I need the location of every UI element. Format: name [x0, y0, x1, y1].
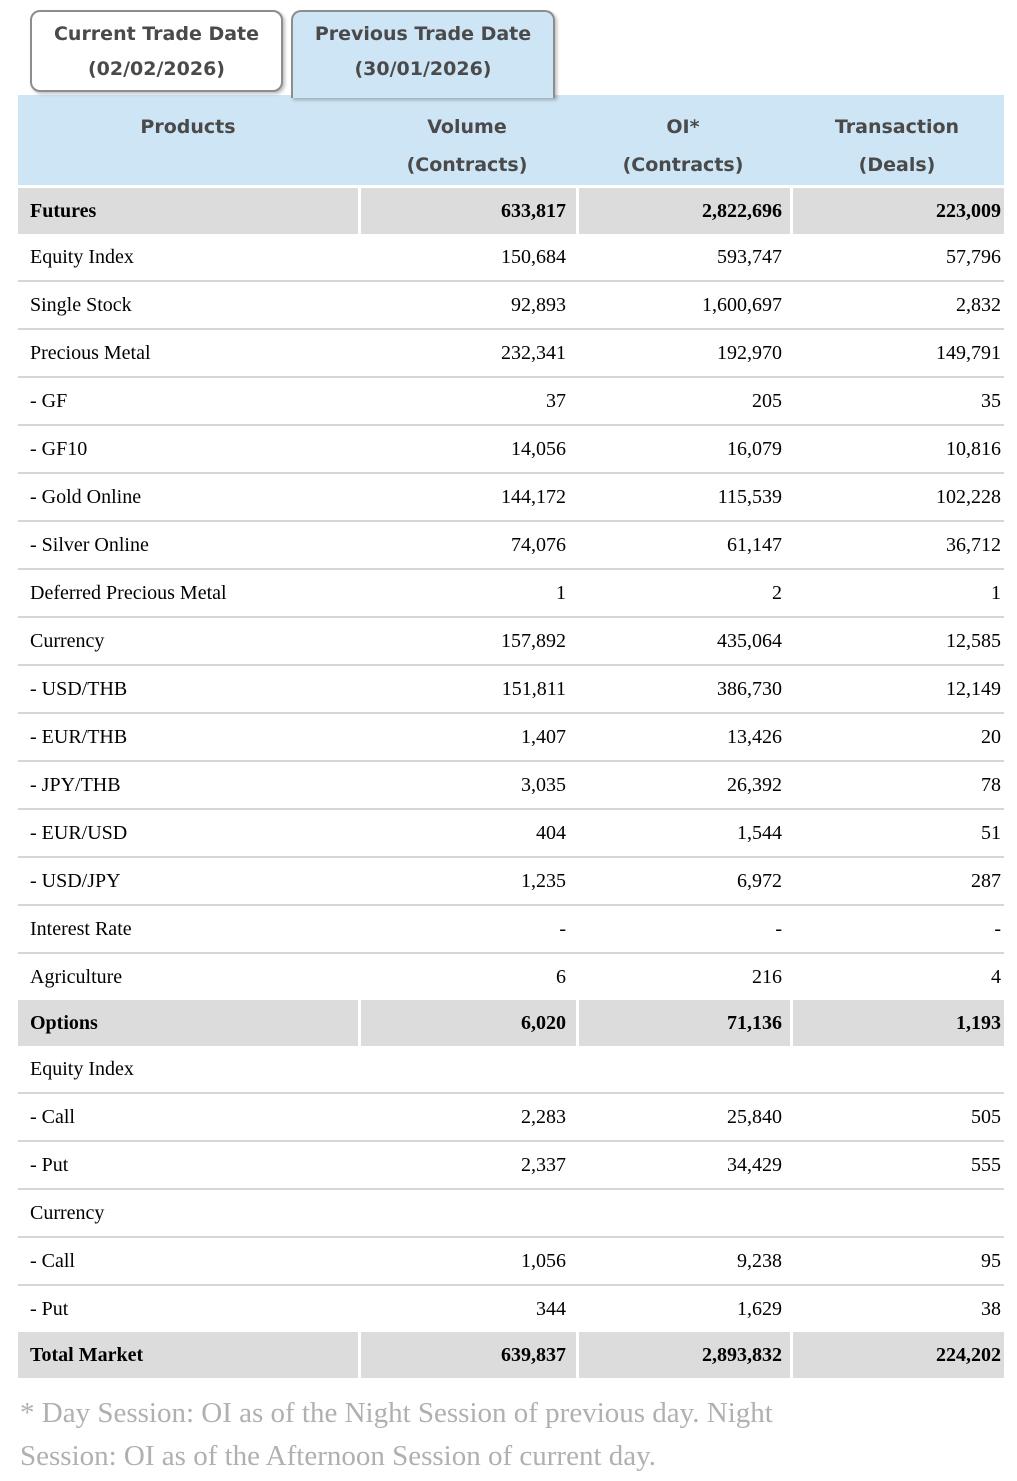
deals-cell: 78 [981, 774, 1001, 796]
volume-cell: 633,817 [358, 188, 576, 234]
oi-cell [576, 1046, 790, 1092]
product-cell: Deferred Precious Metal [30, 582, 227, 604]
volume-cell: - [559, 918, 566, 940]
volume-cell: 2,337 [521, 1154, 566, 1176]
product-cell: - Put [30, 1154, 69, 1176]
product-cell: - GF [30, 390, 68, 412]
table-row [18, 568, 1004, 616]
deals-cell: 2,832 [956, 294, 1001, 316]
deals-cell: 95 [981, 1250, 1001, 1272]
deals-cell: 505 [971, 1106, 1001, 1128]
table-row [18, 328, 1004, 376]
table-row [18, 1000, 1004, 1046]
oi-cell: 26,392 [727, 774, 782, 796]
table-row [18, 808, 1004, 856]
oi-cell: 2 [772, 582, 782, 604]
deals-cell: 36,712 [946, 534, 1001, 556]
oi-cell: 115,539 [717, 486, 782, 508]
product-cell: Interest Rate [30, 918, 132, 940]
deals-cell: 102,228 [936, 486, 1001, 508]
deals-cell: 555 [971, 1154, 1001, 1176]
product-cell: - USD/JPY [30, 870, 121, 892]
table-row [18, 376, 1004, 424]
product-cell: - Put [30, 1298, 69, 1320]
volume-cell: 1 [556, 582, 566, 604]
column-header-products: Products [140, 116, 236, 138]
column-header-oi: OI* (Contracts) [622, 116, 744, 176]
volume-cell: 1,235 [521, 870, 566, 892]
table-row [18, 904, 1004, 952]
tab-label: Current Trade Date [53, 23, 260, 45]
deals-cell: 1,193 [790, 1000, 1004, 1046]
deals-cell: 4 [991, 966, 1001, 988]
product-cell: - GF10 [30, 438, 88, 460]
oi-cell: 9,238 [737, 1250, 782, 1272]
table-row [18, 472, 1004, 520]
deals-cell: 224,202 [790, 1332, 1004, 1378]
product-cell: Equity Index [30, 246, 134, 268]
oi-cell: 61,147 [727, 534, 782, 556]
deals-cell: - [994, 918, 1001, 940]
table-row [18, 1046, 1004, 1092]
tab-current-trade-date[interactable] [30, 10, 283, 92]
table-row [18, 952, 1004, 1000]
tab-date: (02/02/2026) [87, 58, 225, 80]
oi-cell: 216 [752, 966, 782, 988]
table-row [18, 1140, 1004, 1188]
table-row [18, 856, 1004, 904]
table-row [18, 188, 1004, 234]
deals-cell: 287 [971, 870, 1001, 892]
table-row [18, 712, 1004, 760]
volume-cell: 2,283 [521, 1106, 566, 1128]
table-row [18, 1188, 1004, 1236]
deals-cell: 12,149 [946, 678, 1001, 700]
product-cell: Single Stock [30, 294, 132, 316]
oi-cell: 34,429 [727, 1154, 782, 1176]
oi-cell [576, 1190, 790, 1236]
oi-cell: 1,600,697 [702, 294, 782, 316]
deals-cell: 57,796 [946, 246, 1001, 268]
deals-cell: 35 [981, 390, 1001, 412]
oi-cell: 6,972 [737, 870, 782, 892]
volume-cell: 232,341 [501, 342, 566, 364]
product-cell: Currency [30, 630, 105, 652]
volume-cell: 151,811 [501, 678, 566, 700]
table-row [18, 760, 1004, 808]
volume-cell [358, 1046, 576, 1092]
deals-cell: 1 [991, 582, 1001, 604]
tab-date: (30/01/2026) [354, 58, 492, 80]
table-row [18, 616, 1004, 664]
product-cell: - Call [30, 1250, 75, 1272]
volume-cell: 1,056 [521, 1250, 566, 1272]
oi-cell: 13,426 [727, 726, 782, 748]
oi-footnote [20, 1392, 773, 1478]
deals-cell: 149,791 [936, 342, 1001, 364]
column-header-volume: Volume (Contracts) [406, 116, 528, 176]
product-cell: Equity Index [30, 1058, 134, 1080]
volume-cell: 1,407 [521, 726, 566, 748]
table-row [18, 234, 1004, 280]
table-row [18, 520, 1004, 568]
volume-cell: 14,056 [511, 438, 566, 460]
product-cell: - USD/THB [30, 678, 128, 700]
table-row [18, 1092, 1004, 1140]
deals-cell: 10,816 [946, 438, 1001, 460]
products-table [18, 95, 1004, 1378]
oi-cell: 593,747 [717, 246, 782, 268]
product-cell: Total Market [18, 1332, 358, 1378]
deals-cell: 20 [981, 726, 1001, 748]
table-row [18, 1236, 1004, 1284]
volume-cell: 150,684 [501, 246, 566, 268]
product-cell: Currency [30, 1202, 105, 1224]
deals-cell: 51 [981, 822, 1001, 844]
product-cell: Agriculture [30, 966, 123, 988]
deals-cell [790, 1190, 1004, 1236]
column-header-transaction: Transaction (Deals) [834, 116, 960, 176]
volume-cell: 92,893 [511, 294, 566, 316]
table-row [18, 1284, 1004, 1332]
product-cell: - EUR/THB [30, 726, 128, 748]
volume-cell: 639,837 [358, 1332, 576, 1378]
oi-cell: 25,840 [727, 1106, 782, 1128]
oi-cell: 2,893,832 [576, 1332, 790, 1378]
oi-footnote-line1: * Day Session: OI as of the Night Session of previous day. Night [20, 1397, 773, 1429]
oi-cell: 435,064 [717, 630, 782, 652]
volume-cell: 74,076 [511, 534, 566, 556]
deals-cell [790, 1046, 1004, 1092]
volume-cell [358, 1190, 576, 1236]
volume-cell: 37 [546, 390, 566, 412]
product-cell: - Call [30, 1106, 75, 1128]
volume-cell: 6 [556, 966, 566, 988]
table-header [18, 95, 1004, 185]
oi-cell: 71,136 [576, 1000, 790, 1046]
product-cell: Futures [18, 188, 358, 234]
product-cell: - JPY/THB [30, 774, 121, 796]
product-cell: - Silver Online [30, 534, 149, 556]
table-body [18, 188, 1004, 1378]
product-cell: Precious Metal [30, 342, 151, 364]
table-row [18, 1332, 1004, 1378]
deals-cell: 38 [981, 1298, 1001, 1320]
oi-cell: 386,730 [717, 678, 782, 700]
oi-cell: 16,079 [727, 438, 782, 460]
product-cell: Options [18, 1000, 358, 1046]
oi-cell: 1,544 [737, 822, 782, 844]
volume-cell: 344 [536, 1298, 566, 1320]
deals-cell: 223,009 [790, 188, 1004, 234]
product-cell: - Gold Online [30, 486, 142, 508]
tab-previous-trade-date[interactable] [291, 10, 555, 98]
oi-cell: 205 [752, 390, 782, 412]
oi-cell: 192,970 [717, 342, 782, 364]
volume-cell: 6,020 [358, 1000, 576, 1046]
table-row [18, 280, 1004, 328]
tab-label: Previous Trade Date [314, 23, 532, 45]
oi-cell: 2,822,696 [576, 188, 790, 234]
volume-cell: 404 [536, 822, 566, 844]
trade-date-tabs [30, 10, 555, 98]
oi-cell: 1,629 [737, 1298, 782, 1320]
deals-cell: 12,585 [946, 630, 1001, 652]
table-row [18, 664, 1004, 712]
volume-cell: 157,892 [501, 630, 566, 652]
oi-cell: - [775, 918, 782, 940]
oi-footnote-line2: Session: OI as of the Afternoon Session of current day. [20, 1440, 657, 1472]
volume-cell: 3,035 [521, 774, 566, 796]
volume-cell: 144,172 [501, 486, 566, 508]
product-cell: - EUR/USD [30, 822, 128, 844]
table-row [18, 424, 1004, 472]
